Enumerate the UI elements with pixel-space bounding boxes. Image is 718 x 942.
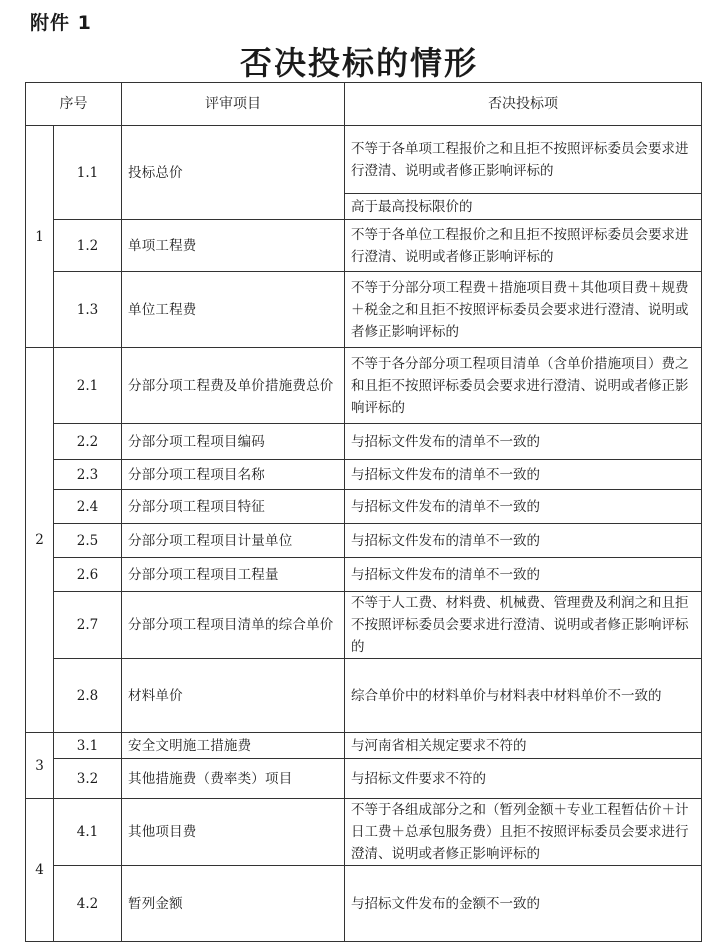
review-item: 投标总价: [122, 126, 345, 220]
review-item: 分部分项工程项目名称: [122, 460, 345, 490]
review-item: 暂列金额: [122, 866, 345, 942]
sub-number: 2.3: [54, 460, 122, 490]
table-row: [26, 490, 702, 524]
rejection-criterion: 与招标文件发布的金额不一致的: [345, 866, 702, 942]
sub-number: 1.2: [54, 220, 122, 272]
table-row: [26, 460, 702, 490]
sub-number: 2.2: [54, 424, 122, 460]
rejection-criterion: 不等于分部分项工程费＋措施项目费＋其他项目费＋规费＋税金之和且拒不按照评标委员会要求进行澄清、说明或者修正影响评标的: [345, 272, 702, 348]
review-item: 分部分项工程项目计量单位: [122, 524, 345, 558]
rejection-criterion: 与河南省相关规定要求不符的: [345, 733, 702, 759]
sub-number: 4.1: [54, 799, 122, 866]
rejection-criterion: 与招标文件发布的清单不一致的: [345, 460, 702, 490]
rejection-criterion: 不等于各单项工程报价之和且拒不按照评标委员会要求进行澄清、说明或者修正影响评标的: [345, 126, 702, 194]
table-body: [26, 126, 702, 942]
rejection-criterion: 不等于各分部分项工程项目清单（含单价措施项目）费之和且拒不按照评标委员会要求进行澄清、说明或者修正影响评标的: [345, 348, 702, 424]
table-header-row: [26, 83, 702, 126]
sub-number: 2.8: [54, 659, 122, 733]
table-row: [26, 220, 702, 272]
header-item: 评审项目: [122, 83, 345, 126]
sub-number: 3.1: [54, 733, 122, 759]
sub-number: 3.2: [54, 759, 122, 799]
sub-number: 2.1: [54, 348, 122, 424]
review-item: 单位工程费: [122, 272, 345, 348]
table-row: [26, 424, 702, 460]
review-item: 分部分项工程费及单价措施费总价: [122, 348, 345, 424]
rejection-criterion: 不等于各单位工程报价之和且拒不按照评标委员会要求进行澄清、说明或者修正影响评标的: [345, 220, 702, 272]
rejection-criterion: 高于最高投标限价的: [345, 194, 702, 220]
group-number: 3: [26, 733, 54, 799]
sub-number: 1.3: [54, 272, 122, 348]
table-row: [26, 733, 702, 759]
sub-number: 2.6: [54, 558, 122, 592]
table-row: [26, 126, 702, 194]
table-row: [26, 558, 702, 592]
rejection-criterion: 与招标文件发布的清单不一致的: [345, 524, 702, 558]
review-item: 分部分项工程项目工程量: [122, 558, 345, 592]
sub-number: 2.7: [54, 592, 122, 659]
table-row: [26, 759, 702, 799]
rejection-criterion: 与招标文件发布的清单不一致的: [345, 424, 702, 460]
rejection-criterion: 综合单价中的材料单价与材料表中材料单价不一致的: [345, 659, 702, 733]
review-item: 材料单价: [122, 659, 345, 733]
table-row: [26, 799, 702, 866]
table-row: [26, 592, 702, 659]
rejection-criterion: 与招标文件发布的清单不一致的: [345, 490, 702, 524]
table-row: [26, 348, 702, 424]
review-item: 单项工程费: [122, 220, 345, 272]
group-number: 2: [26, 348, 54, 733]
table-row: [26, 272, 702, 348]
review-item: 分部分项工程项目编码: [122, 424, 345, 460]
rejection-criterion: 与招标文件要求不符的: [345, 759, 702, 799]
header-seq: 序号: [26, 83, 122, 126]
table-row: [26, 866, 702, 942]
table-row: [26, 659, 702, 733]
rejection-criterion: 不等于人工费、材料费、机械费、管理费及利润之和且拒不按照评标委员会要求进行澄清、说明或者修正影响评标的: [345, 592, 702, 659]
rejection-table: [25, 82, 702, 942]
review-item: 分部分项工程项目特征: [122, 490, 345, 524]
review-item: 安全文明施工措施费: [122, 733, 345, 759]
sub-number: 2.4: [54, 490, 122, 524]
header-criteria: 否决投标项: [345, 83, 702, 126]
review-item: 分部分项工程项目清单的综合单价: [122, 592, 345, 659]
group-number: 4: [26, 799, 54, 942]
review-item: 其他项目费: [122, 799, 345, 866]
group-number: 1: [26, 126, 54, 348]
rejection-criterion: 不等于各组成部分之和（暂列金额＋专业工程暂估价＋计日工费＋总承包服务费）且拒不按照评标委员会要求进行澄清、说明或者修正影响评标的: [345, 799, 702, 866]
review-item: 其他措施费（费率类）项目: [122, 759, 345, 799]
sub-number: 1.1: [54, 126, 122, 220]
attachment-label: 附件 1: [30, 12, 92, 34]
table-row: [26, 524, 702, 558]
sub-number: 2.5: [54, 524, 122, 558]
page-title: 否决投标的情形: [239, 44, 478, 82]
sub-number: 4.2: [54, 866, 122, 942]
rejection-criterion: 与招标文件发布的清单不一致的: [345, 558, 702, 592]
